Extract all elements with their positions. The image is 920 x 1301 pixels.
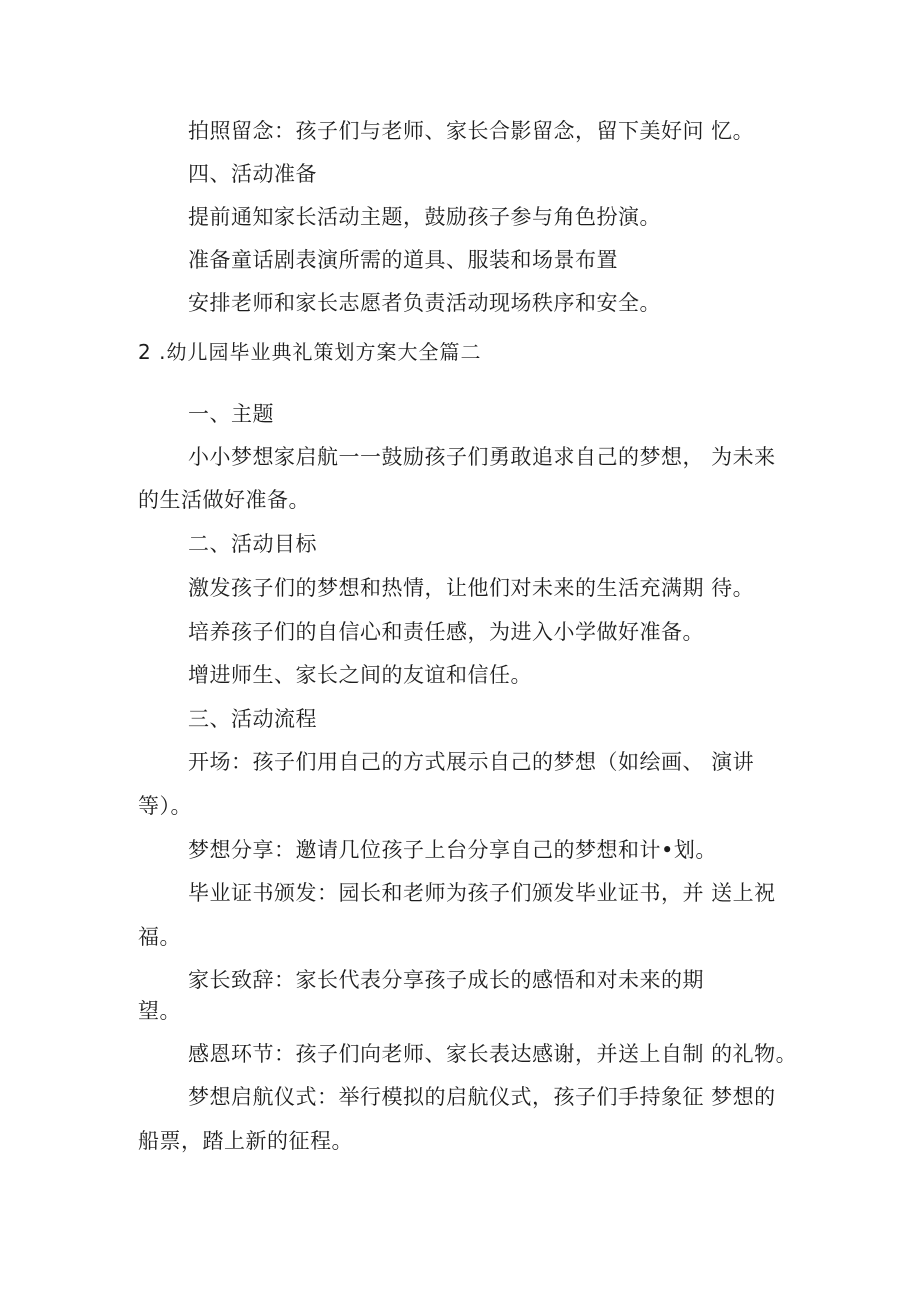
flow-heading: 三、活动流程 bbox=[188, 707, 317, 731]
flow-thanks: 感恩环节：孩子们向老师、家长表达感谢，并送上自制 的礼物。 bbox=[188, 1042, 798, 1066]
theme-line-2: 的生活做好准备。 bbox=[138, 488, 310, 512]
goal-item-1: 激发孩子们的梦想和热情，让他们对未来的生活充满期 待。 bbox=[188, 576, 755, 600]
prep-item-3: 安排老师和家长志愿者负责活动现场秩序和安全。 bbox=[188, 291, 661, 315]
flow-open-line-1: 开场：孩子们用自己的方式展示自己的梦想（如绘画、 演讲 bbox=[188, 750, 755, 774]
flow-launch-line-2: 船票，踏上新的征程。 bbox=[138, 1129, 353, 1153]
prep-heading: 四、活动准备 bbox=[188, 162, 317, 186]
goal-heading: 二、活动目标 bbox=[188, 532, 317, 556]
flow-open-line-2: 等）。 bbox=[138, 794, 192, 818]
flow-cert-line-2: 福。 bbox=[138, 925, 181, 949]
flow-share: 梦想分享：邀请几位孩子上台分享自己的梦想和计•划。 bbox=[188, 838, 717, 862]
flow-launch-line-1: 梦想启航仪式：举行模拟的启航仪式，孩子们手持象征 梦想的 bbox=[188, 1085, 776, 1109]
prep-item-2: 准备童话剧表演所需的道具、服装和场景布置 bbox=[188, 248, 618, 272]
section-2-title: 2 .幼儿园毕业典礼策划方案大全篇二 bbox=[138, 340, 482, 364]
goal-item-3: 增进师生、家长之间的友谊和信任。 bbox=[188, 663, 532, 687]
goal-item-2: 培养孩子们的自信心和责任感，为进入小学做好准备。 bbox=[188, 620, 704, 644]
photo-line: 拍照留念：孩子们与老师、家长合影留念，留下美好问 忆。 bbox=[188, 119, 755, 143]
flow-cert-line-1: 毕业证书颁发：园长和老师为孩子们颁发毕业证书，并 送上祝 bbox=[188, 881, 776, 905]
theme-heading: 一、主题 bbox=[188, 402, 274, 426]
prep-item-1: 提前通知家长活动主题，鼓励孩子参与角色扮演。 bbox=[188, 205, 661, 229]
flow-parent-line-2: 望。 bbox=[138, 999, 181, 1023]
theme-line-1: 小小梦想家启航一一鼓励孩子们勇敢追求自己的梦想， 为未来 bbox=[188, 445, 776, 469]
flow-parent-line-1: 家长致辞：家长代表分享孩子成长的感悟和对未来的期 bbox=[188, 968, 704, 992]
